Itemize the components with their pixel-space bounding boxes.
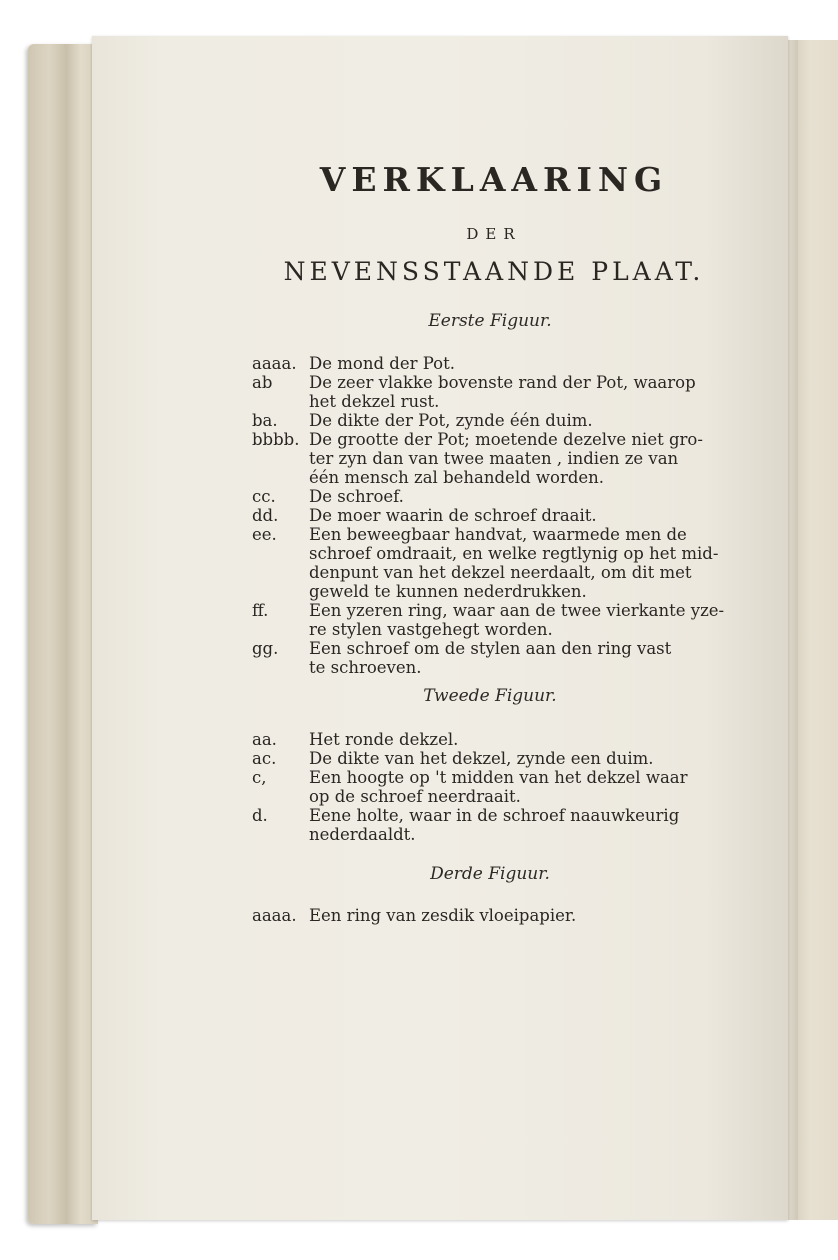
entry-line: denpunt van het dekzel neerdaalt, om dit met [309,563,692,582]
entry-key: ab [252,373,273,392]
figure-2-entries [252,730,692,844]
list-item [252,487,692,506]
entry-line: Een hoogte op 't midden van het dekzel waar [309,768,688,787]
entry-line: Een beweegbaar handvat, waarmede men de [309,525,687,544]
entry-line: De dikte van het dekzel, zynde een duim. [309,749,654,768]
facing-page [792,40,838,1220]
entry-key: gg. [252,639,279,658]
entry-key: d. [252,806,268,825]
entry-line: het dekzel rust. [309,392,440,411]
entry-line: Een schroef om de stylen aan den ring vast [309,639,672,658]
list-item [252,749,692,768]
entry-line: De grootte der Pot; moetende dezelve niet gro- [309,430,703,449]
list-item [252,506,692,525]
entry-key: c, [252,768,267,787]
entry-key: ff. [252,601,269,620]
figure-1-heading: Eerste Figuur. [428,311,552,331]
entry-key: ac. [252,749,277,768]
list-item [252,411,692,430]
list-item [252,373,696,411]
list-item [252,525,719,601]
entry-line: De zeer vlakke bovenste rand der Pot, waarop [309,373,696,392]
page-edge-stack [28,44,98,1224]
entry-line: geweld te kunnen nederdrukken. [309,582,587,601]
entry-line: op de schroef neerdraait. [309,787,521,806]
entry-line: De mond der Pot. [309,354,455,373]
entry-line: Een yzeren ring, waar aan de twee vierkante yze- [309,601,725,620]
list-item [252,601,725,639]
entry-line: re stylen vastgehegt worden. [309,620,553,639]
entry-key: cc. [252,487,276,506]
list-item [252,806,692,844]
entry-line: nederdaaldt. [309,825,416,844]
entry-line: ter zyn dan van twee maaten , indien ze van [309,449,679,468]
list-item [252,906,692,925]
entry-line: De dikte der Pot, zynde één duim. [309,411,593,430]
page-title: VERKLAARING [319,160,669,199]
list-item [252,430,703,487]
entry-key: ee. [252,525,277,544]
list-item [252,768,692,806]
entry-key: ba. [252,411,278,430]
list-item [252,639,692,677]
figure-3-heading: Derde Figuur. [430,864,550,884]
entry-line: te schroeven. [309,658,422,677]
entry-line: De moer waarin de schroef draait. [309,506,597,525]
list-item [252,354,692,373]
entry-line: Eene holte, waar in de schroef naauwkeurig [309,806,680,825]
entry-key: aaaa. [252,354,297,373]
list-item [252,730,692,749]
entry-key: bbbb. [252,430,300,449]
entry-line: Het ronde dekzel. [309,730,459,749]
figure-3-entries [252,906,692,925]
entry-key: aaaa. [252,906,297,925]
entry-line: één mensch zal behandeld worden. [309,468,605,487]
entry-key: dd. [252,506,279,525]
page-subtitle: DER [466,225,522,243]
entry-line: schroef omdraait, en welke regtlynig op het mid- [309,544,719,563]
page-subtitle-2: NEVENSSTAANDE PLAAT. [283,257,705,286]
entry-line: Een ring van zesdik vloeipapier. [309,906,577,925]
entry-key: aa. [252,730,277,749]
figure-1-entries [252,354,725,677]
entry-line: De schroef. [309,487,404,506]
figure-2-heading: Tweede Figuur. [423,686,557,706]
